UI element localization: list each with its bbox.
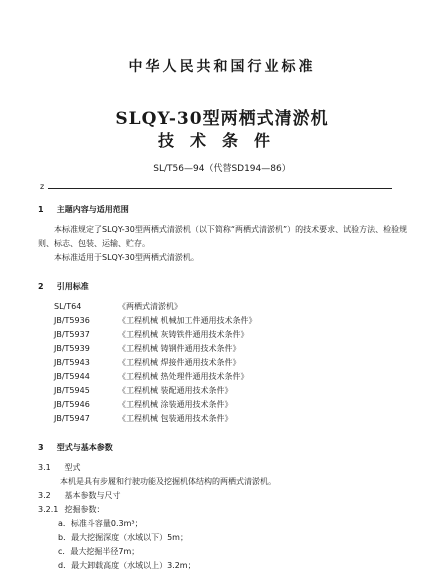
reference-name: 《工程机械 机械加工件通用技术条件》 xyxy=(118,316,257,325)
reference-name: 《工程机械 涂装通用技术条件》 xyxy=(118,400,233,409)
rule-mark: z xyxy=(40,182,45,191)
subsection-3-1-text: 本机是具有步履和行驶功能及挖掘机体结构的两栖式清淤机。 xyxy=(60,477,276,486)
document-title: SLQY-30型两栖式清淤机 xyxy=(115,109,329,129)
standard-category: 中华人民共和国行业标准 xyxy=(128,59,316,75)
reference-code: JB/T5946 xyxy=(54,400,90,409)
document-body xyxy=(38,204,408,573)
parameter-list xyxy=(38,517,408,573)
reference-item xyxy=(54,398,408,412)
reference-item xyxy=(54,300,408,314)
reference-name: 《工程机械 装配通用技术条件》 xyxy=(118,386,233,395)
reference-item xyxy=(54,314,408,328)
subsection-title: 基本参数与尺寸 xyxy=(64,491,121,500)
reference-item xyxy=(54,328,408,342)
subsection-number: 3.2 xyxy=(38,491,51,500)
reference-item xyxy=(54,412,408,426)
reference-name: 《工程机械 包装通用技术条件》 xyxy=(118,414,233,423)
reference-code: JB/T5937 xyxy=(54,330,90,339)
parameter-item: c．最大挖掘半径7m； xyxy=(58,547,140,556)
subsection-number: 3.1 xyxy=(38,463,51,472)
reference-item xyxy=(54,356,408,370)
section-number: 1 xyxy=(38,205,44,214)
header-divider xyxy=(48,188,392,189)
reference-item xyxy=(54,342,408,356)
section-title: 主题内容与适用范围 xyxy=(56,205,129,214)
standard-number: SL/T56—94（代替SD194—86） xyxy=(153,164,291,174)
section-1-paragraph: 本标准适用于SLQY-30型两栖式清淤机。 xyxy=(54,253,199,262)
parameter-item: a．标准斗容量0.3m³； xyxy=(58,519,143,528)
reference-name: 《工程机械 灰铸铁件通用技术条件》 xyxy=(118,330,249,339)
reference-code: JB/T5944 xyxy=(54,372,90,381)
reference-item xyxy=(54,384,408,398)
subsection-3-2-1 xyxy=(38,503,408,517)
section-title: 引用标准 xyxy=(56,282,89,291)
document-subtitle: 技术条件 xyxy=(157,131,286,150)
section-number: 2 xyxy=(38,282,44,291)
subsection-title: 挖掘参数： xyxy=(64,505,105,514)
subsection-3-2 xyxy=(38,489,408,503)
section-1-paragraph: 本标准规定了SLQY-30型两栖式清淤机（以下简称“两栖式清淤机”）的技术要求、试验方法、检验规则、标志、包装、运输、贮存。 xyxy=(38,225,408,248)
reference-list xyxy=(38,300,408,426)
section-1-heading xyxy=(38,204,408,216)
reference-name: 《两栖式清淤机》 xyxy=(118,302,182,311)
reference-name: 《工程机械 焊接件通用技术条件》 xyxy=(118,358,241,367)
subsection-title: 型式 xyxy=(64,463,81,472)
reference-code: JB/T5943 xyxy=(54,358,90,367)
section-2-heading xyxy=(38,281,408,293)
subsection-number: 3.2.1 xyxy=(38,505,59,514)
section-number: 3 xyxy=(38,443,44,452)
reference-item xyxy=(54,370,408,384)
parameter-item: b．最大挖掘深度（水域以下）5m； xyxy=(58,533,188,542)
reference-code: JB/T5939 xyxy=(54,344,90,353)
parameter-item: d．最大卸载高度（水域以上）3.2m； xyxy=(58,561,196,570)
reference-code: SL/T64 xyxy=(54,302,82,311)
reference-name: 《工程机械 铸钢件通用技术条件》 xyxy=(118,344,241,353)
reference-code: JB/T5945 xyxy=(54,386,90,395)
section-title: 型式与基本参数 xyxy=(56,443,113,452)
reference-code: JB/T5947 xyxy=(54,414,90,423)
reference-code: JB/T5936 xyxy=(54,316,90,325)
section-3-heading xyxy=(38,442,408,454)
reference-name: 《工程机械 热处理件通用技术条件》 xyxy=(118,372,249,381)
subsection-3-1 xyxy=(38,461,408,475)
